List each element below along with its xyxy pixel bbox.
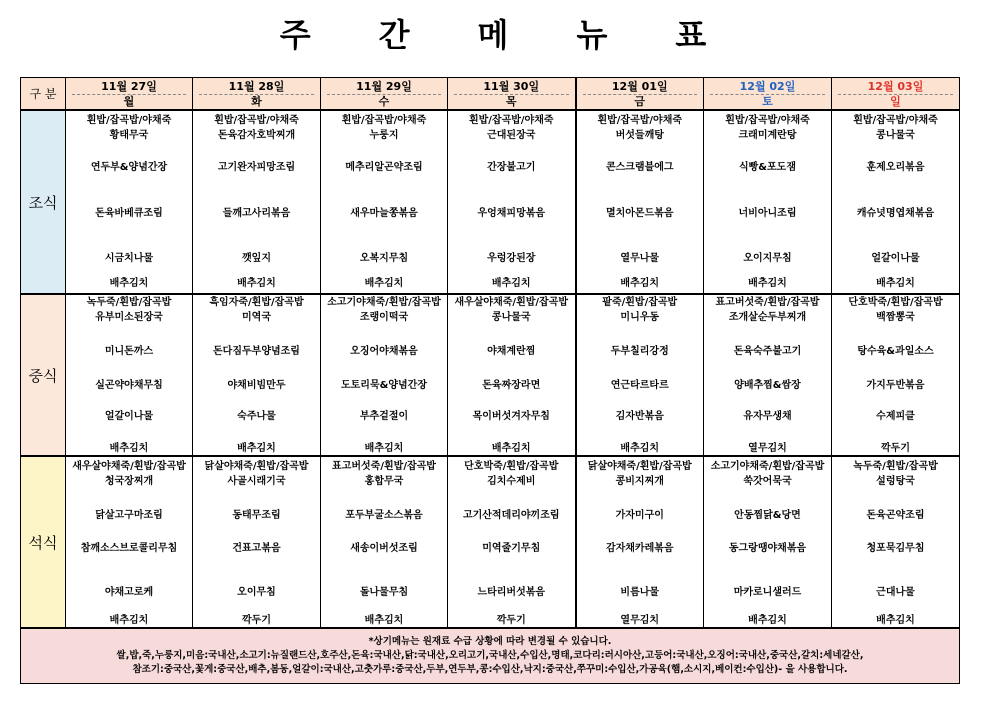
menu-item: 돈다짐두부양념조림: [213, 346, 300, 357]
menu-cell: [321, 110, 448, 294]
menu-item: 얼갈이나물: [104, 411, 154, 422]
menu-item: 마카로니샐러드: [733, 587, 802, 598]
menu-item: 연두부&양념간장: [90, 162, 168, 173]
menu-item: 콩나물국: [876, 130, 915, 141]
menu-item: 포두부굴소스볶음: [345, 510, 423, 521]
menu-item: 배추김치: [364, 615, 404, 626]
menu-item: 미니돈까스: [104, 346, 154, 357]
menu-item: 청포묵김무침: [866, 543, 925, 554]
menu-cell: [448, 294, 576, 456]
menu-item: 콩비지찌개: [615, 476, 664, 487]
menu-item: 황태무국: [109, 130, 149, 141]
notice-line: 참조기:중국산,꽃게:중국산,배추,봄동,얼갈이:국내산,고춧가루:중국산,두부,연두부,콩:수입산,낙지:중국산,쭈꾸미:수입산,가공육(햄,소시지,베이컨:수입산)- 을 사용합니다.: [132, 664, 848, 675]
menu-item: 크래미계란탕: [738, 130, 797, 141]
menu-item: 돈육곤약조림: [866, 510, 925, 521]
menu-item: 단호박죽/흰밥/잡곡밥: [848, 297, 943, 308]
menu-item: 녹두죽/흰밥/잡곡밥: [853, 461, 938, 472]
menu-item: 근대된장국: [487, 130, 536, 141]
menu-item: 우엉채피망볶음: [477, 208, 546, 219]
menu-cell: [576, 294, 704, 456]
day-date: 12월 02일: [739, 79, 796, 93]
day-date: 11월 27일: [101, 79, 157, 93]
menu-item: 얼갈이나물: [871, 253, 920, 264]
menu-item: 흰밥/잡곡밥/야채죽: [86, 115, 172, 126]
menu-item: 고기산적데리야끼조림: [462, 510, 560, 521]
menu-item: 실곤약야채무침: [95, 380, 163, 391]
menu-item: 배추김치: [109, 443, 149, 454]
menu-item: 시금치나물: [104, 253, 154, 264]
menu-cell: [321, 456, 448, 628]
menu-item: 표고버섯죽/흰밥/잡곡밥: [332, 461, 436, 472]
day-of-week: 화: [199, 94, 314, 108]
menu-item: 배추김치: [109, 615, 149, 626]
menu-item: 동태무조림: [232, 510, 281, 521]
menu-item: 배추김치: [109, 278, 149, 289]
menu-item: 미니우동: [620, 312, 660, 323]
day-date: 12월 01일: [611, 79, 668, 93]
menu-cell: [704, 294, 832, 456]
menu-item: 팥죽/흰밥/잡곡밥: [602, 297, 678, 308]
menu-item: 소고기야채죽/흰밥/잡곡밥: [710, 461, 825, 472]
menu-cell: [66, 294, 193, 456]
menu-cell: [704, 456, 832, 628]
menu-item: 배추김치: [876, 278, 915, 289]
menu-item: 깻잎지: [242, 253, 271, 264]
menu-cell: [704, 110, 832, 294]
title-char: 뉴: [576, 16, 608, 54]
menu-item: 연근타르타르: [610, 380, 669, 391]
menu-item: 사골시래기국: [227, 476, 286, 487]
menu-item: 숙주나물: [237, 411, 276, 422]
menu-item: 배추김치: [491, 278, 531, 289]
page-title: [0, 10, 986, 56]
menu-item: 캐슈넛명엽채볶음: [856, 208, 935, 219]
menu-cell: [193, 294, 321, 456]
menu-cell: [832, 456, 960, 628]
menu-item: 닭살야채죽/흰밥/잡곡밥: [587, 461, 692, 472]
menu-item: 녹두죽/흰밥/잡곡밥: [86, 297, 172, 308]
menu-item: 감자채카레볶음: [605, 543, 674, 554]
day-date: 11월 28일: [228, 79, 285, 93]
menu-item: 흰밥/잡곡밥/야채죽: [341, 115, 427, 126]
day-header: [832, 78, 960, 111]
menu-item: 배추김치: [748, 615, 787, 626]
menu-item: 열무김치: [620, 615, 660, 626]
menu-item: 들깨고사리볶음: [222, 208, 291, 219]
menu-item: 닭살고구마조림: [95, 510, 163, 521]
meal-label-lunch: 중식: [21, 294, 66, 456]
day-of-week: 토: [710, 94, 825, 108]
menu-item: 근대나물: [876, 587, 915, 598]
menu-item: 두부칠리강정: [610, 346, 669, 357]
menu-cell: [193, 110, 321, 294]
menu-item: 우렁강된장: [487, 253, 536, 264]
menu-item: 배추김치: [364, 443, 404, 454]
day-of-week: 일: [838, 94, 953, 108]
menu-item: 콘스크램블에그: [605, 162, 674, 173]
menu-item: 새송이버섯조림: [350, 543, 418, 554]
meal-label-dinner: 석식: [21, 456, 66, 628]
menu-item: 수제피클: [876, 411, 915, 422]
day-date: 12월 03일: [867, 79, 924, 93]
meal-label-breakfast: 조식: [21, 110, 66, 294]
menu-item: 야채비빔만두: [227, 380, 286, 391]
menu-item: 깍두기: [881, 443, 910, 454]
menu-item: 흰밥/잡곡밥/야채죽: [214, 115, 299, 126]
menu-item: 버섯들깨탕: [615, 130, 664, 141]
menu-item: 조개살순두부찌개: [728, 312, 807, 323]
menu-item: 열무김치: [748, 443, 787, 454]
menu-item: 열무나물: [620, 253, 660, 264]
menu-item: 흰밥/잡곡밥/야채죽: [597, 115, 683, 126]
menu-item: 깍두기: [496, 615, 526, 626]
menu-item: 김자반볶음: [615, 411, 664, 422]
day-of-week: 수: [327, 94, 441, 108]
weekly-menu-table: [20, 77, 960, 684]
day-date: 11월 29일: [356, 79, 412, 93]
menu-item: 단호박죽/흰밥/잡곡밥: [464, 461, 559, 472]
menu-cell: [576, 110, 704, 294]
menu-item: 배추김치: [748, 278, 787, 289]
menu-cell: [576, 456, 704, 628]
menu-item: 청국장찌개: [104, 476, 154, 487]
menu-item: 표고버섯죽/흰밥/잡곡밥: [715, 297, 820, 308]
menu-item: 오이무침: [237, 587, 276, 598]
menu-item: 새우살야채죽/흰밥/잡곡밥: [72, 461, 186, 472]
menu-item: 새우살야채죽/흰밥/잡곡밥: [454, 297, 569, 308]
menu-item: 배추김치: [364, 278, 404, 289]
menu-item: 흰밥/잡곡밥/야채죽: [853, 115, 938, 126]
menu-item: 흑임자죽/흰밥/잡곡밥: [209, 297, 304, 308]
title-char: 간: [378, 16, 410, 54]
menu-cell: [832, 110, 960, 294]
menu-item: 멸치아몬드볶음: [605, 208, 674, 219]
day-header: [66, 78, 193, 111]
menu-item: 느타리버섯볶음: [477, 587, 546, 598]
menu-item: 배추김치: [620, 443, 660, 454]
menu-item: 고기완자피망조림: [217, 162, 296, 173]
menu-item: 깍두기: [242, 615, 271, 626]
notice-line: 쌀,밥,죽,누룽지,미음:국내산,소고기:뉴질랜드산,호주산,돈육:국내산,닭:국내산,오리고기,국내산,수입산,명태,코다리:러시아산,고등어:국내산,오징어:국내산,중국산,갈치:세네갈산,: [116, 650, 864, 661]
menu-item: 닭살야채죽/흰밥/잡곡밥: [204, 461, 309, 472]
menu-cell: [193, 456, 321, 628]
menu-item: 너비아니조림: [738, 208, 797, 219]
menu-item: 설렁탕국: [876, 476, 915, 487]
menu-item: 콩나물국: [491, 312, 531, 323]
menu-item: 건표고볶음: [232, 543, 281, 554]
menu-item: 메추리알곤약조림: [345, 162, 423, 173]
menu-item: 안동찜닭&당면: [734, 510, 801, 521]
menu-cell: [448, 456, 576, 628]
day-header: [321, 78, 448, 111]
menu-item: 조랭이떡국: [359, 312, 409, 323]
menu-item: 흰밥/잡곡밥/야채죽: [725, 115, 810, 126]
menu-item: 오이지무침: [743, 253, 792, 264]
menu-item: 비름나물: [620, 587, 660, 598]
menu-item: 탕수육&과일소스: [857, 346, 934, 357]
header-gubun: 구 분: [21, 78, 66, 111]
menu-item: 유자무생채: [743, 411, 792, 422]
menu-item: 야채계란찜: [487, 346, 536, 357]
day-of-week: 월: [72, 94, 186, 108]
notice-line: *상기메뉴는 원재료 수급 상황에 따라 변경될 수 있습니다.: [368, 636, 612, 647]
day-header: [704, 78, 832, 111]
menu-item: 동그랑땡야채볶음: [728, 543, 807, 554]
menu-item: 돈육감자호박찌개: [217, 130, 296, 141]
menu-item: 미역줄기무침: [482, 543, 541, 554]
menu-item: 쑥갓어묵국: [743, 476, 792, 487]
menu-item: 배추김치: [491, 443, 531, 454]
title-char: 표: [675, 16, 707, 54]
day-header: [448, 78, 576, 111]
menu-item: 돈육짜장라면: [482, 380, 541, 391]
menu-item: 흰밥/잡곡밥/야채죽: [468, 115, 554, 126]
menu-item: 홍합무국: [364, 476, 404, 487]
menu-item: 배추김치: [876, 615, 915, 626]
menu-cell: [448, 110, 576, 294]
menu-item: 목이버섯겨자무침: [472, 411, 550, 422]
menu-item: 부추겉절이: [359, 411, 409, 422]
menu-item: 배추김치: [237, 278, 276, 289]
menu-item: 가자미구이: [615, 510, 664, 521]
menu-item: 오징어야채볶음: [350, 346, 418, 357]
menu-item: 훈제오리볶음: [866, 162, 925, 173]
menu-item: 새우마늘쫑볶음: [350, 208, 418, 219]
menu-item: 배추김치: [237, 443, 276, 454]
menu-item: 가지두반볶음: [866, 380, 925, 391]
day-header: [193, 78, 321, 111]
menu-item: 도토리묵&양념간장: [340, 380, 427, 391]
menu-cell: [66, 456, 193, 628]
day-date: 11월 30일: [483, 79, 540, 93]
menu-item: 배추김치: [620, 278, 660, 289]
menu-item: 돈육숙주불고기: [733, 346, 802, 357]
menu-cell: [832, 294, 960, 456]
title-char: 메: [477, 16, 509, 54]
menu-item: 백짬뽕국: [876, 312, 915, 323]
menu-item: 김치수제비: [487, 476, 536, 487]
menu-item: 유부미소된장국: [95, 312, 163, 323]
menu-item: 돌나물무침: [359, 587, 409, 598]
menu-item: 간장불고기: [487, 162, 536, 173]
menu-item: 소고기야채죽/흰밥/잡곡밥: [327, 297, 441, 308]
menu-cell: [66, 110, 193, 294]
day-of-week: 금: [583, 94, 698, 108]
menu-item: 야채고로케: [104, 587, 154, 598]
title-char: 주: [279, 16, 311, 54]
menu-item: 누룽지: [369, 130, 399, 141]
menu-item: 오복지무침: [359, 253, 409, 264]
menu-item: 양배추찜&쌈장: [734, 380, 801, 391]
notice-box: [21, 628, 960, 684]
menu-item: 미역국: [242, 312, 271, 323]
menu-cell: [321, 294, 448, 456]
day-header: [576, 78, 704, 111]
menu-item: 식빵&포도잼: [738, 162, 797, 173]
menu-item: 참깨소스브로콜리무침: [80, 543, 178, 554]
menu-item: 돈육바베큐조림: [95, 208, 163, 219]
day-of-week: 목: [454, 94, 569, 108]
